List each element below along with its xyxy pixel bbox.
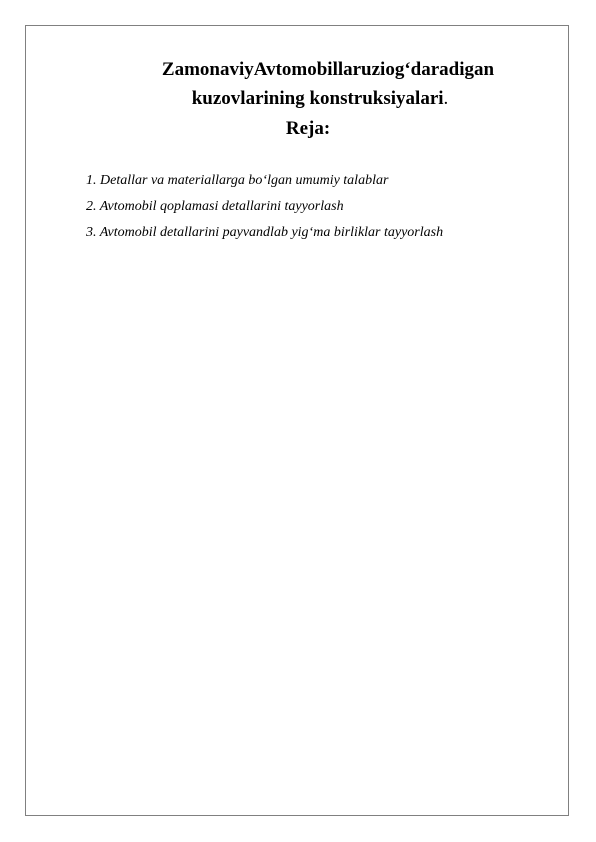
document-title-line-2 bbox=[22, 87, 596, 111]
document-title-period: . bbox=[443, 88, 449, 109]
document-title-line-1: ZamonaviyAvtomobillaruziog‘daradigan bbox=[161, 59, 495, 80]
plan-item-3: 3. Avtomobil detallarini payvandlab yig‘ma birliklar tayyorlash bbox=[86, 225, 444, 240]
plan-heading: Reja: bbox=[285, 118, 331, 139]
plan-item-1: 1. Detallar va materiallarga bo‘lgan umumiy talablar bbox=[86, 173, 389, 188]
plan-list bbox=[86, 168, 443, 246]
plan-item-2: 2. Avtomobil qoplamasi detallarini tayyorlash bbox=[86, 199, 344, 214]
page-border bbox=[25, 25, 569, 816]
document-title-text: kuzovlarining konstruksiyalari bbox=[191, 88, 444, 109]
